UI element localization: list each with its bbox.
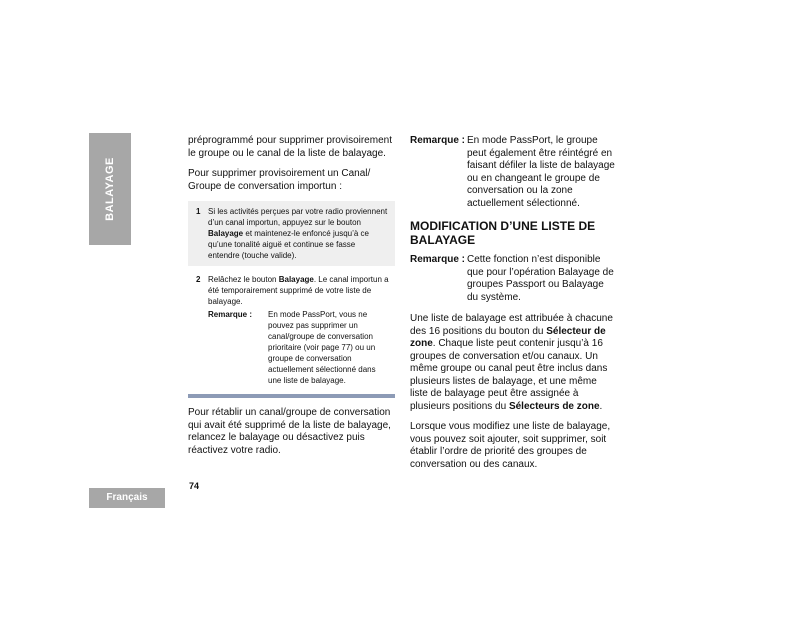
right-paragraph-1-bold-1: Sélecteur de zone [410,325,606,349]
step-2-remark [208,309,389,386]
step-1-text-c: et maintenez-le enfoncé jusqu’à ce qu’une tonalité aiguë et continue se fasse entendre (touche valide). [208,229,369,260]
remark-2-label: Remarque : [410,254,466,265]
right-paragraph-2: Lorsque vous modifiez une liste de balayage, vous pouvez soit ajouter, soit supprimer, soit établir l’ordre de priorité des groupes de conversation ou des canaux. [410,421,611,470]
left-paragraph-1: préprogrammé pour supprimer provisoirement le groupe ou le canal de la liste de balayage. [188,135,392,159]
step-2 [188,266,395,386]
right-column [410,135,617,479]
step-1-text-bold: Balayage [208,229,244,238]
step-2-body [208,274,389,386]
section-tab-label: BALAYAGE [104,157,116,221]
language-tab [89,488,165,508]
step-2-text-bold: Balayage [278,275,314,284]
step-2-remark-text: En mode PassPort, vous ne pouvez pas supprimer un canal/groupe de conversation prioritaire (voir page 77) ou un groupe de conversation actuellement sélectionné dans une liste de balayage. [268,310,376,385]
right-paragraph-1-bold-2: Sélecteurs de zone [508,400,600,412]
section-divider [188,394,395,398]
step-2-remark-label: Remarque : [208,310,253,319]
remark-2-text: Cette fonction n’est disponible que pour l’opération Balayage de groupes Passport ou Balayage du système. [467,254,614,303]
step-1 [196,206,389,261]
step-1-text-a: Si les activités perçues par votre radio proviennent d’un canal importun, appuyez sur le bouton [208,207,388,227]
page-number: 74 [189,481,200,491]
right-paragraph-1 [410,313,617,413]
right-paragraph-1-e: . [599,400,603,412]
step-1-text [208,206,389,261]
section-heading: MODIFICATION D’UNE LISTE DE BALAYAGE [410,219,596,247]
remark-1-label: Remarque : [410,135,466,146]
left-paragraph-3: Pour rétablir un canal/groupe de conversation qui avait été supprimé de la liste de balayage, relancez le balayage ou désactivez puis réactivez votre radio. [188,407,391,456]
step-2-text-a: Relâchez le bouton [208,275,279,284]
step-1-box [188,201,395,266]
step-2-number: 2 [196,275,201,284]
right-paragraph-1-c: . Chaque liste peut contenir jusqu’à 16 groupes de conversation et/ou canaux. Un même groupe ou canal peut être inclus dans plusieurs listes de balayage, et une même liste de balayage peut être assignée à plusieurs positions du [410,338,608,412]
step-1-number: 1 [196,207,201,216]
step-2-text-c: . Le canal importun a été temporairement supprimé de votre liste de balayage. [208,275,389,306]
language-tab-label: Français [106,492,148,503]
section-tab [89,133,131,245]
right-paragraph-1-a: Une liste de balayage est attribuée à chacune des 16 positions du bouton du [410,313,613,337]
left-column [188,135,395,465]
step-2-text [208,274,389,307]
remark-1 [410,135,617,210]
left-paragraph-2: Pour supprimer provisoirement un Canal/ Groupe de conversation importun : [188,168,371,192]
remark-2 [410,254,617,304]
remark-1-text: En mode PassPort, le groupe peut également être réintégré en faisant défiler la liste de balayage ou en changeant le groupe de conversation ou la zone actuellement sélectionné. [467,135,615,209]
